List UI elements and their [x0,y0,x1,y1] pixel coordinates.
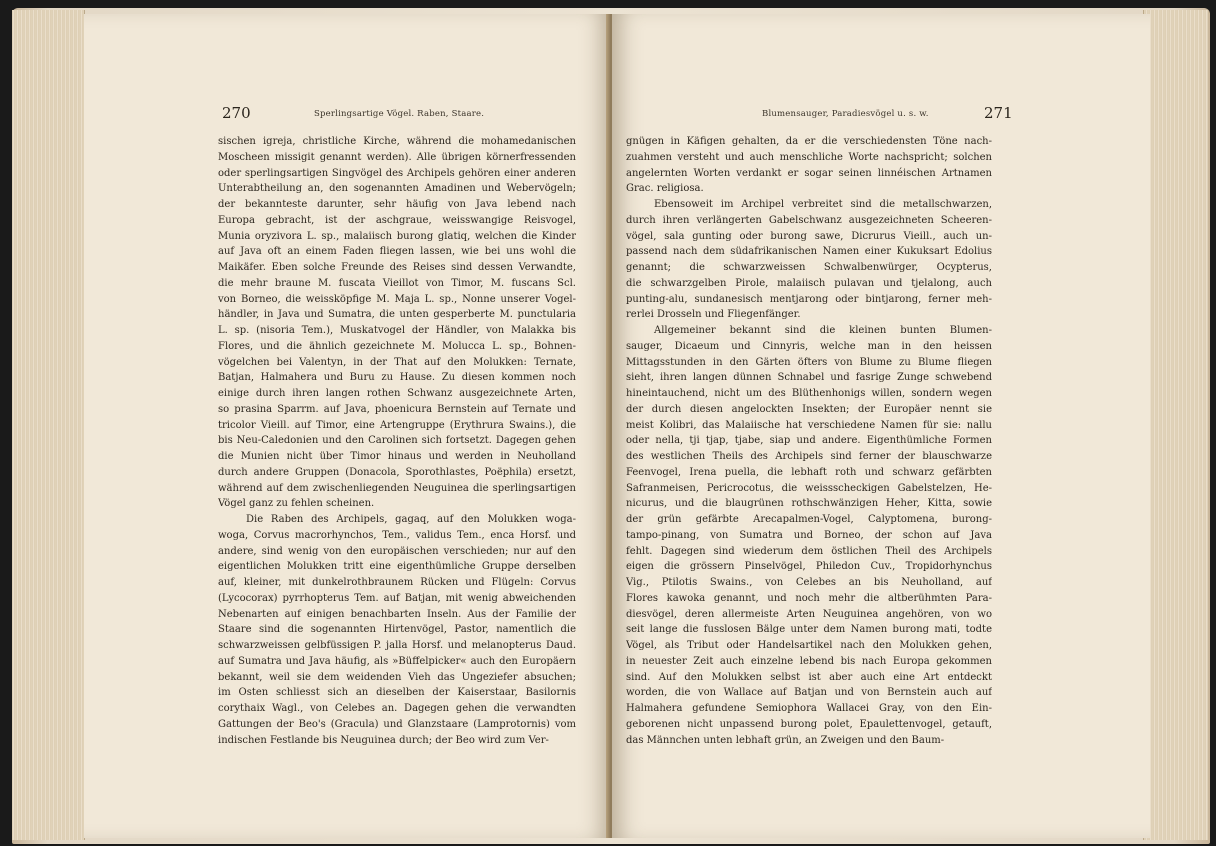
right-page-edges [1143,10,1208,840]
text-line: durch ihren verlängerten Gabelschwanz ausgezeichneten Scheeren- [626,214,992,226]
right-page-body [626,134,992,748]
text-line: sieht, ihren langen dünnen Schnabel und fasrige Zunge schwebend [626,372,992,384]
text-line: so prasina Sparrm. auf Java, phoenicura Bernstein auf Ternate und [218,403,576,415]
text-line: einige durch ihren langen rothen Schwanz ausgezeichnete Arten, [218,388,576,399]
text-line: genannt; die schwarzweissen Schwalbenwürger, Ocypterus, [626,262,992,273]
text-line: sind. Auf den Molukken selbst ist aber auch eine Art entdeckt [626,671,992,683]
left-page-body [218,134,576,748]
text-line: Feenvogel, Irena puella, die lebhaft roth und schwarz gefärbten [626,466,992,478]
text-line: Grac. religiosa. [626,183,704,195]
left-page-header [84,104,610,128]
text-line: geborenen nicht unpassend burong polet, Epaulettenvogel, getauft, [626,718,992,730]
text-line: Mittagsstunden in den Gärten öfters von Blume zu Blume fliegen [626,356,992,368]
left-page [84,14,610,838]
right-page [612,14,1150,838]
text-line: Flores kawoka genannt, und noch mehr die altberühmten Para- [626,592,992,604]
text-line: zuahmen versteht und auch menschliche Worte nachspricht; solchen [626,151,992,163]
text-line: eigen die grössern Pinselvögel, Philedon Cuv., Tropidorhynchus [626,561,992,573]
text-line: in neuester Zeit auch einzelne lebend bis nach Europa gekommen [626,655,992,667]
text-line: andere, sind wenig von den europäischen verschieden; nur auf den [218,545,576,557]
text-line: auf, kleiner, mit dunkelrothbraunem Rücken und Flügeln: Corvus [218,577,576,588]
text-line: nicurus, und die blaugrünen rothschwänzigen Heher, Kitta, sowie [626,498,992,510]
text-line: oder nella, tji tjap, tjabe, siap und andere. Eigenthümliche Formen [626,435,992,447]
text-line: der durch diesen angelockten Insekten; der Europäer nennt sie [626,403,992,415]
text-line: Ebensoweit im Archipel verbreitet sind die metallschwarzen, [654,199,992,210]
text-line: Unterabtheilung an, den sogenannten Amadinen und Webervögeln; [218,183,576,195]
text-line: punting-alu, sundanesisch mentjarong oder bintjarong, ferner meh- [626,293,992,305]
text-line: corythaix Wagl., von Celebes an. Dagegen gehen die verwandten [218,703,576,714]
text-line: Nebenarten auf einigen benachbarten Inseln. Aus der Familie der [218,608,576,620]
text-line: Gattungen der Beo's (Gracula) und Glanzstaare (Lamprotornis) vom [218,718,576,730]
text-line: auf Java oft an einem Faden fliegen lassen, wie bei uns wohl die [218,246,576,258]
text-line: durch andere Gruppen (Donacola, Sporothlastes, Poëphila) ersetzt, [218,466,576,478]
text-line: Halmahera gefundene Semiophora Wallacei Gray, von den Ein- [626,703,992,714]
text-line: sauger, Dicaeum und Cinnyris, welche man in den heissen [626,340,992,352]
paragraph [626,134,992,197]
text-line: bis Neu-Caledonien und den Carolinen sich fortsetzt. Dagegen gehen [218,435,576,447]
text-line: Vögel ganz zu fehlen scheinen. [218,498,375,510]
text-line: im Osten schliesst sich an dieselben der Kaiserstaar, Basilornis [218,687,576,699]
text-line: Staare sind die sogenannten Hirtenvögel, Pastor, namentlich die [218,624,576,636]
text-line: Batjan, Halmahera und Buru zu Hause. Zu diesen kommen noch [218,372,576,384]
text-line: eigentlichen Molukken tritt eine eigenthümliche Gruppe derselben [218,561,576,573]
text-line: diesvögel, deren allermeiste Arten Neuguinea angehören, von wo [626,608,992,620]
text-line: Munia oryzivora L. sp., malaiisch burong glatiq, welchen die Kinder [218,230,576,242]
text-line: Flores, und die ähnlich gezeichnete M. Molucca L. sp., Bohnen- [218,340,576,352]
text-line: auf Sumatra und Java häufig, als »Büffelpicker« auch den Europäern [218,655,576,667]
text-line: tricolor Vieill. auf Timor, eine Artengruppe (Erythrura Swains.), die [218,419,576,431]
text-line: Moscheen missigit genannt werden). Alle übrigen körnerfressenden [218,151,576,163]
text-line: das Männchen unten lebhaft grün, an Zweigen und den Baum- [626,734,945,746]
text-line: händler, in Java und Sumatra, die unten gesperberte M. punctularia [218,309,576,321]
left-page-edges [12,10,85,840]
text-line: worden, die von Wallace auf Batjan und von Bernstein auch auf [626,687,992,699]
paragraph [626,323,992,748]
text-line: oder sperlingsartigen Singvögel des Archipels gehören einer anderen [218,167,576,179]
paragraph [626,197,992,323]
text-line: (Lycocorax) pyrrhopterus Tem. auf Batjan, mit wenig abweichenden [218,592,576,604]
text-line: Europa gebracht, ist der aschgraue, weisswangige Reisvogel, [218,214,576,226]
page-number: 270 [222,104,251,122]
text-line: hineintauchend, nicht um des Blüthenhonigs willen, sondern wegen [626,388,992,399]
text-line: passend nach dem südafrikanischen Namen einer Kukuksart Edolius [626,246,992,258]
text-line: L. sp. (nisoria Tem.), Muskatvogel der Händler, von Malakka bis [218,325,576,336]
text-line: sischen igreja, christliche Kirche, während die mohamedanischen [218,136,576,147]
text-line: die schwarzgelben Pirole, malaiisch pulavan und tjelalong, auch [626,277,992,289]
text-line: schwarzweissen gelbfüssigen P. jalla Horsf. und melanopterus Daud. [218,640,576,651]
text-line: Safranmeisen, Pericrocotus, die weissscheckigen Gabelstelzen, He- [626,482,992,494]
text-line: vögel, sala gunting oder burong sawe, Dicrurus Vieill., auch un- [626,230,992,242]
text-line: die mehr braune M. fuscata Vieillot von Timor, M. fuscans Scl. [218,277,576,289]
text-line: von Borneo, die weissköpfige M. Maja L. sp., Nonne unserer Vogel- [218,293,576,305]
text-line: des westlichen Theils des Archipels sind ferner der blauschwarze [626,451,992,462]
text-line: gnügen in Käfigen gehalten, da er die verschiedensten Töne nach- [626,136,992,147]
running-head: Blumensauger, Paradiesvögel u. s. w. [762,109,929,119]
paragraph [218,134,576,512]
text-line: Maikäfer. Eben solche Freunde des Reises sind dessen Verwandte, [218,262,576,273]
text-line: Allgemeiner bekannt sind die kleinen bunten Blumen- [654,325,992,336]
text-line: angelernten Worten verdankt er sogar seinen linnéischen Artnamen [626,167,992,179]
text-line: woga, Corvus macrorhynchos, Tem., validus Tem., enca Horsf. und [218,529,576,541]
text-line: rerlei Drosseln und Fliegenfänger. [626,309,801,321]
page-number: 271 [984,104,1013,122]
text-line: der grün gefärbte Arecapalmen-Vogel, Calyptomena, burong- [626,514,992,525]
text-line: indischen Festlande bis Neuguinea durch; der Beo wird zum Ver- [218,734,549,746]
text-line: tampo-pinang, von Sumatra und Borneo, der schon auf Java [626,529,992,541]
text-line: Vig., Ptilotis Swains., von Celebes an bis Neuholland, auf [626,577,992,588]
text-line: Vögel, als Tribut oder Handelsartikel nach den Molukken gehen, [626,640,992,651]
text-line: seit lange die fusslosen Bälge unter dem Namen burong mati, todte [626,624,992,636]
text-line: bekannt, weil sie dem weidenden Vieh das Ungeziefer absuchen; [218,671,576,683]
text-line: während auf dem zwischenliegenden Neuguinea die sperlingsartigen [218,482,576,494]
paragraph [218,512,576,748]
text-line: vögelchen bei Valentyn, in der That auf den Molukken: Ternate, [218,356,576,368]
text-line: meist Kolibri, das Malaiische hat verschiedene Namen für sie: nallu [626,419,992,431]
text-line: fehlt. Dagegen sind wiederum dem östlichen Theil des Archipels [626,545,992,557]
text-line: der bekannteste darunter, sehr häufig von Java lebend nach [218,199,576,210]
running-head: Sperlingsartige Vögel. Raben, Staare. [314,109,485,119]
text-line: Die Raben des Archipels, gagaq, auf den Molukken woga- [246,514,576,525]
right-page-header [612,104,1150,128]
text-line: die Munien nicht über Timor hinaus und werden in Neuholland [218,451,576,462]
